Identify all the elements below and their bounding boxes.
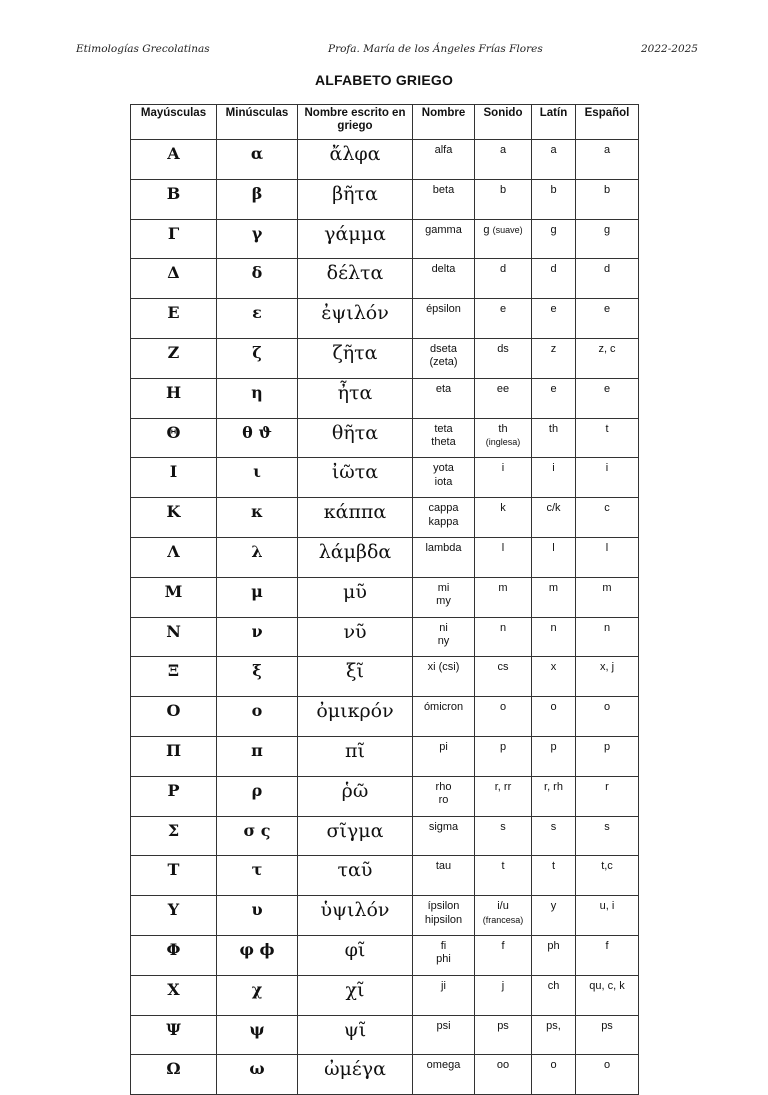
spanish-equivalent: p — [576, 736, 639, 776]
letter-name: ómicron — [413, 697, 475, 737]
column-header-sound: Sonido — [475, 105, 532, 140]
spanish-equivalent: o — [576, 697, 639, 737]
greek-written-name: λάμβδα — [298, 537, 413, 577]
greek-written-name: ψῖ — [298, 1015, 413, 1055]
sound — [475, 299, 532, 339]
sound-value: b — [499, 183, 507, 196]
greek-written-name: ὀμικρόν — [298, 697, 413, 737]
lowercase-letter: ε — [217, 299, 298, 339]
latin-equivalent: ps, — [532, 1015, 576, 1055]
sound-value: l — [501, 541, 505, 554]
latin-equivalent: o — [532, 1055, 576, 1095]
sound — [475, 338, 532, 378]
sound-value: g — [483, 223, 490, 236]
sound — [475, 378, 532, 418]
sound-value: s — [500, 820, 506, 833]
sound-value: k — [500, 502, 506, 515]
column-header-uppercase: Mayúsculas — [131, 105, 217, 140]
table-row — [131, 776, 639, 816]
sound — [475, 577, 532, 617]
lowercase-letter: ψ — [217, 1015, 298, 1055]
spanish-equivalent: a — [576, 140, 639, 180]
sound — [475, 458, 532, 498]
lowercase-letter: ω — [217, 1055, 298, 1095]
column-header-greek-name: Nombre escrito en griego — [298, 105, 413, 140]
sound-value: o — [499, 701, 507, 714]
table-row — [131, 975, 639, 1015]
uppercase-letter: Ο — [131, 697, 217, 737]
spanish-equivalent: s — [576, 816, 639, 856]
greek-written-name: δέλτα — [298, 259, 413, 299]
spanish-equivalent: d — [576, 259, 639, 299]
table-row — [131, 338, 639, 378]
greek-written-name: χῖ — [298, 975, 413, 1015]
greek-written-name: ξῖ — [298, 657, 413, 697]
letter-name: tau — [413, 856, 475, 896]
latin-equivalent: p — [532, 736, 576, 776]
table-row — [131, 935, 639, 975]
uppercase-letter: Κ — [131, 498, 217, 538]
greek-written-name: μῦ — [298, 577, 413, 617]
latin-equivalent: s — [532, 816, 576, 856]
table-row — [131, 697, 639, 737]
greek-written-name: ζῆτα — [298, 338, 413, 378]
uppercase-letter: Δ — [131, 259, 217, 299]
uppercase-letter: Α — [131, 140, 217, 180]
greek-written-name: φῖ — [298, 935, 413, 975]
lowercase-letter: ζ — [217, 338, 298, 378]
lowercase-letter: τ — [217, 856, 298, 896]
uppercase-letter: Ι — [131, 458, 217, 498]
table-row — [131, 657, 639, 697]
letter-name: psi — [413, 1015, 475, 1055]
table-row — [131, 856, 639, 896]
uppercase-letter: Σ — [131, 816, 217, 856]
spanish-equivalent: n — [576, 617, 639, 657]
uppercase-letter: Ε — [131, 299, 217, 339]
lowercase-letter: σ ς — [217, 816, 298, 856]
spanish-equivalent: ps — [576, 1015, 639, 1055]
letter-name: delta — [413, 259, 475, 299]
letter-name: teta theta — [413, 418, 475, 458]
latin-equivalent: g — [532, 219, 576, 259]
letter-name: eta — [413, 378, 475, 418]
sound-value: ee — [496, 382, 510, 395]
uppercase-letter: Υ — [131, 896, 217, 936]
sound — [475, 1055, 532, 1095]
greek-written-name: ἰῶτα — [298, 458, 413, 498]
letter-name: ípsilon hipsilon — [413, 896, 475, 936]
letter-name: gamma — [413, 219, 475, 259]
greek-written-name: σῖγμα — [298, 816, 413, 856]
lowercase-letter: β — [217, 179, 298, 219]
sound — [475, 179, 532, 219]
course-name: Etimologías Grecolatinas — [76, 43, 210, 55]
sound — [475, 816, 532, 856]
spanish-equivalent: b — [576, 179, 639, 219]
column-header-latin: Latín — [532, 105, 576, 140]
lowercase-letter: ι — [217, 458, 298, 498]
uppercase-letter: Β — [131, 179, 217, 219]
sound — [475, 1015, 532, 1055]
greek-written-name: ταῦ — [298, 856, 413, 896]
table-row — [131, 219, 639, 259]
sound-value: p — [499, 740, 507, 753]
letter-name: lambda — [413, 537, 475, 577]
latin-equivalent: ch — [532, 975, 576, 1015]
uppercase-letter: Ν — [131, 617, 217, 657]
spanish-equivalent: e — [576, 378, 639, 418]
spanish-equivalent: m — [576, 577, 639, 617]
spanish-equivalent: z, c — [576, 338, 639, 378]
sound-value: cs — [497, 661, 509, 674]
lowercase-letter: χ — [217, 975, 298, 1015]
lowercase-letter: λ — [217, 537, 298, 577]
sound — [475, 259, 532, 299]
uppercase-letter: Μ — [131, 577, 217, 617]
letter-name: rho ro — [413, 776, 475, 816]
column-header-spanish: Español — [576, 105, 639, 140]
greek-written-name: ῥῶ — [298, 776, 413, 816]
lowercase-letter: γ — [217, 219, 298, 259]
sound — [475, 617, 532, 657]
table-row — [131, 498, 639, 538]
sound — [475, 219, 532, 259]
table-row — [131, 816, 639, 856]
spanish-equivalent: qu, c, k — [576, 975, 639, 1015]
teacher-name: Profa. María de los Ángeles Frías Flores — [328, 43, 543, 55]
sound-value: th — [498, 422, 508, 435]
letter-name: épsilon — [413, 299, 475, 339]
spanish-equivalent: g — [576, 219, 639, 259]
spanish-equivalent: i — [576, 458, 639, 498]
greek-written-name: ἄλφα — [298, 140, 413, 180]
sound — [475, 498, 532, 538]
sound-note: (suave) — [492, 224, 523, 235]
lowercase-letter: ρ — [217, 776, 298, 816]
sound-value: r, rr — [494, 780, 512, 793]
latin-equivalent: c/k — [532, 498, 576, 538]
letter-name: omega — [413, 1055, 475, 1095]
letter-name: sigma — [413, 816, 475, 856]
latin-equivalent: b — [532, 179, 576, 219]
letter-name: ji — [413, 975, 475, 1015]
uppercase-letter: Χ — [131, 975, 217, 1015]
sound-value: i/u — [497, 900, 509, 913]
letter-name: fi phi — [413, 935, 475, 975]
sound-note: (inglesa) — [485, 437, 521, 448]
sound-value: n — [499, 621, 507, 634]
table-row — [131, 577, 639, 617]
uppercase-letter: Φ — [131, 935, 217, 975]
latin-equivalent: x — [532, 657, 576, 697]
letter-name: mi my — [413, 577, 475, 617]
latin-equivalent: t — [532, 856, 576, 896]
table-row — [131, 299, 639, 339]
greek-alphabet-table — [130, 104, 639, 1095]
sound — [475, 657, 532, 697]
lowercase-letter: θ ϑ — [217, 418, 298, 458]
uppercase-letter: Λ — [131, 537, 217, 577]
lowercase-letter: μ — [217, 577, 298, 617]
latin-equivalent: m — [532, 577, 576, 617]
sound-value: oo — [496, 1059, 510, 1072]
latin-equivalent: r, rh — [532, 776, 576, 816]
latin-equivalent: z — [532, 338, 576, 378]
sound-value: e — [499, 303, 507, 316]
greek-written-name: νῦ — [298, 617, 413, 657]
letter-name: alfa — [413, 140, 475, 180]
table-row — [131, 259, 639, 299]
uppercase-letter: Η — [131, 378, 217, 418]
sound-note: (francesa) — [482, 914, 524, 925]
spanish-equivalent: t,c — [576, 856, 639, 896]
spanish-equivalent: c — [576, 498, 639, 538]
uppercase-letter: Ψ — [131, 1015, 217, 1055]
uppercase-letter: Π — [131, 736, 217, 776]
greek-written-name: ἐψιλόν — [298, 299, 413, 339]
table-row — [131, 140, 639, 180]
latin-equivalent: e — [532, 378, 576, 418]
latin-equivalent: ph — [532, 935, 576, 975]
lowercase-letter: π — [217, 736, 298, 776]
sound — [475, 975, 532, 1015]
lowercase-letter: φ ϕ — [217, 935, 298, 975]
lowercase-letter: η — [217, 378, 298, 418]
table-row — [131, 537, 639, 577]
lowercase-letter: ν — [217, 617, 298, 657]
letter-name: ni ny — [413, 617, 475, 657]
table-row — [131, 1015, 639, 1055]
uppercase-letter: Θ — [131, 418, 217, 458]
spanish-equivalent: l — [576, 537, 639, 577]
spanish-equivalent: t — [576, 418, 639, 458]
latin-equivalent: y — [532, 896, 576, 936]
latin-equivalent: n — [532, 617, 576, 657]
sound-value: t — [501, 860, 505, 873]
latin-equivalent: o — [532, 697, 576, 737]
table-row — [131, 736, 639, 776]
sound-value: i — [501, 462, 505, 475]
greek-written-name: βῆτα — [298, 179, 413, 219]
spanish-equivalent: u, i — [576, 896, 639, 936]
sound — [475, 856, 532, 896]
column-header-name: Nombre — [413, 105, 475, 140]
table-row — [131, 378, 639, 418]
table-row — [131, 458, 639, 498]
letter-name: xi (csi) — [413, 657, 475, 697]
greek-written-name: κάππα — [298, 498, 413, 538]
page-title: ALFABETO GRIEGO — [314, 72, 454, 88]
table-row — [131, 418, 639, 458]
column-header-lowercase: Minúsculas — [217, 105, 298, 140]
table-row — [131, 896, 639, 936]
letter-name: pi — [413, 736, 475, 776]
letter-name: dseta (zeta) — [413, 338, 475, 378]
uppercase-letter: Ξ — [131, 657, 217, 697]
sound — [475, 697, 532, 737]
table-row — [131, 1055, 639, 1095]
latin-equivalent: i — [532, 458, 576, 498]
sound-value: ps — [497, 1019, 509, 1032]
latin-equivalent: a — [532, 140, 576, 180]
spanish-equivalent: e — [576, 299, 639, 339]
school-year: 2022-2025 — [641, 43, 698, 55]
sound — [475, 776, 532, 816]
sound-value: d — [499, 263, 507, 276]
sound — [475, 418, 532, 458]
sound — [475, 140, 532, 180]
greek-written-name: ὠμέγα — [298, 1055, 413, 1095]
letter-name: yota iota — [413, 458, 475, 498]
sound-value: ds — [497, 342, 509, 355]
latin-equivalent: l — [532, 537, 576, 577]
sound — [475, 537, 532, 577]
lowercase-letter: δ — [217, 259, 298, 299]
sound-value: m — [498, 581, 508, 594]
sound-value: a — [499, 144, 507, 156]
page-header — [0, 43, 768, 63]
uppercase-letter: Γ — [131, 219, 217, 259]
sound — [475, 896, 532, 936]
letter-name: cappa kappa — [413, 498, 475, 538]
sound — [475, 935, 532, 975]
table-row — [131, 617, 639, 657]
spanish-equivalent: r — [576, 776, 639, 816]
sound — [475, 736, 532, 776]
lowercase-letter: ο — [217, 697, 298, 737]
spanish-equivalent: x, j — [576, 657, 639, 697]
letter-name: beta — [413, 179, 475, 219]
spanish-equivalent: f — [576, 935, 639, 975]
greek-written-name: θῆτα — [298, 418, 413, 458]
spanish-equivalent: o — [576, 1055, 639, 1095]
lowercase-letter: α — [217, 140, 298, 180]
table-header-row — [131, 105, 639, 140]
lowercase-letter: υ — [217, 896, 298, 936]
latin-equivalent: d — [532, 259, 576, 299]
greek-written-name: γάμμα — [298, 219, 413, 259]
greek-written-name: ἦτα — [298, 378, 413, 418]
uppercase-letter: Ρ — [131, 776, 217, 816]
uppercase-letter: Ω — [131, 1055, 217, 1095]
greek-written-name: ὑψιλόν — [298, 896, 413, 936]
latin-equivalent: th — [532, 418, 576, 458]
lowercase-letter: ξ — [217, 657, 298, 697]
sound-value: f — [501, 939, 505, 952]
lowercase-letter: κ — [217, 498, 298, 538]
table-row — [131, 179, 639, 219]
sound-value: j — [501, 979, 505, 992]
greek-written-name: πῖ — [298, 736, 413, 776]
latin-equivalent: e — [532, 299, 576, 339]
uppercase-letter: Ζ — [131, 338, 217, 378]
uppercase-letter: Τ — [131, 856, 217, 896]
